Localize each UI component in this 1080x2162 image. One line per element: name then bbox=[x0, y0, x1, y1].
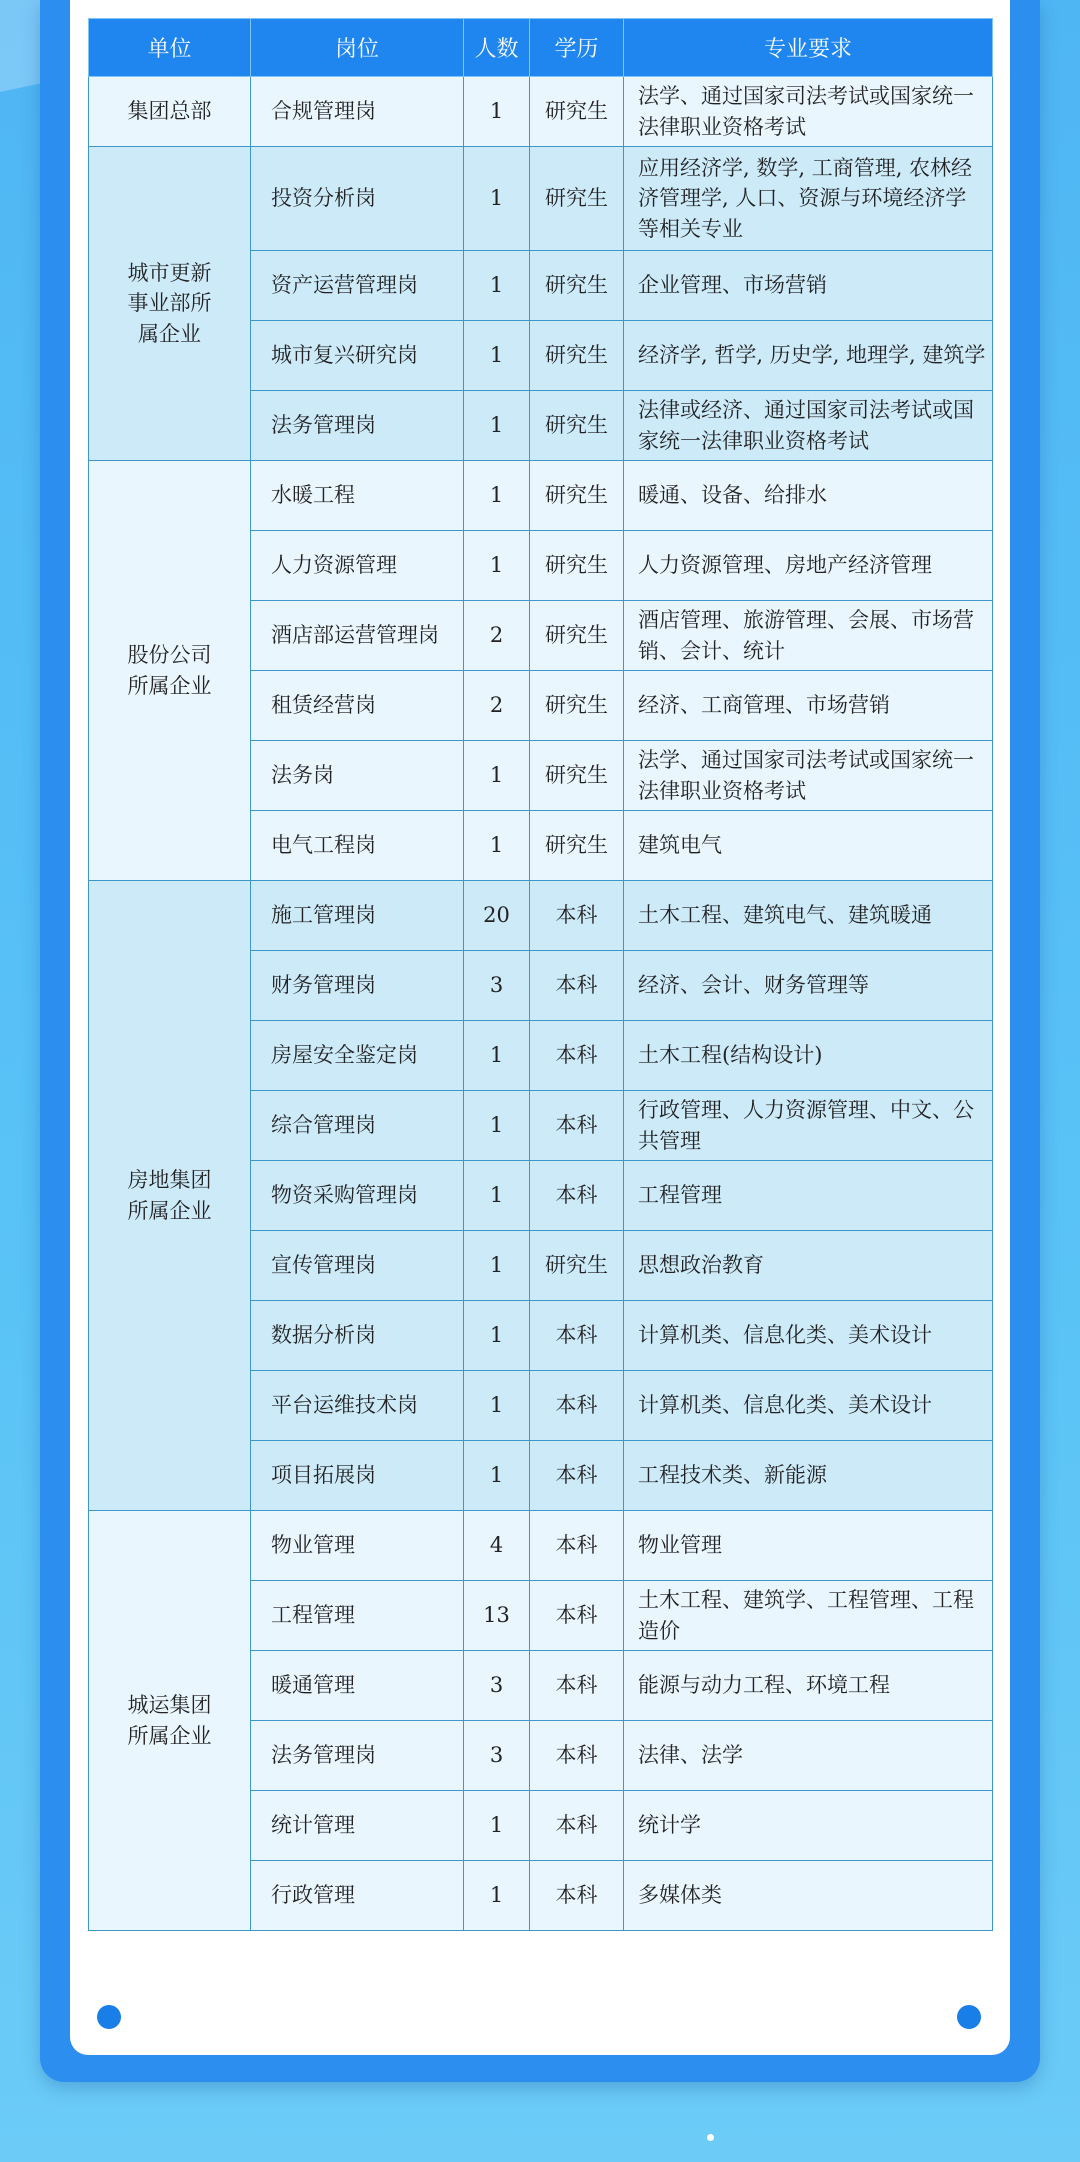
unit-cell: 集团总部 bbox=[89, 77, 251, 147]
count-cell: 1 bbox=[464, 1161, 530, 1231]
count-cell: 20 bbox=[464, 881, 530, 951]
position-cell: 综合管理岗 bbox=[251, 1091, 464, 1161]
requirements-cell: 法律或经济、通过国家司法考试或国家统一法律职业资格考试 bbox=[624, 391, 993, 461]
requirements-cell: 土木工程、建筑学、工程管理、工程造价 bbox=[624, 1581, 993, 1651]
position-cell: 电气工程岗 bbox=[251, 811, 464, 881]
count-cell: 1 bbox=[464, 1791, 530, 1861]
header-requirements: 专业要求 bbox=[624, 19, 993, 77]
requirements-cell: 建筑电气 bbox=[624, 811, 993, 881]
education-cell: 本科 bbox=[530, 1161, 624, 1231]
position-cell: 工程管理 bbox=[251, 1581, 464, 1651]
count-cell: 2 bbox=[464, 601, 530, 671]
position-cell: 投资分析岗 bbox=[251, 147, 464, 251]
position-cell: 财务管理岗 bbox=[251, 951, 464, 1021]
education-cell: 本科 bbox=[530, 951, 624, 1021]
education-cell: 本科 bbox=[530, 1441, 624, 1511]
requirements-cell: 多媒体类 bbox=[624, 1861, 993, 1931]
position-cell: 暖通管理 bbox=[251, 1651, 464, 1721]
requirements-cell: 暖通、设备、给排水 bbox=[624, 461, 993, 531]
requirements-cell: 企业管理、市场营销 bbox=[624, 251, 993, 321]
requirements-cell: 人力资源管理、房地产经济管理 bbox=[624, 531, 993, 601]
count-cell: 1 bbox=[464, 811, 530, 881]
requirements-cell: 工程管理 bbox=[624, 1161, 993, 1231]
education-cell: 本科 bbox=[530, 1581, 624, 1651]
header-count: 人数 bbox=[464, 19, 530, 77]
position-cell: 物业管理 bbox=[251, 1511, 464, 1581]
requirements-cell: 思想政治教育 bbox=[624, 1231, 993, 1301]
education-cell: 研究生 bbox=[530, 601, 624, 671]
count-cell: 1 bbox=[464, 461, 530, 531]
table-header-row bbox=[89, 19, 993, 77]
count-cell: 1 bbox=[464, 741, 530, 811]
position-cell: 数据分析岗 bbox=[251, 1301, 464, 1371]
requirements-cell: 物业管理 bbox=[624, 1511, 993, 1581]
requirements-cell: 酒店管理、旅游管理、会展、市场营销、会计、统计 bbox=[624, 601, 993, 671]
count-cell: 3 bbox=[464, 1721, 530, 1791]
position-cell: 合规管理岗 bbox=[251, 77, 464, 147]
table-row bbox=[89, 1511, 993, 1581]
education-cell: 本科 bbox=[530, 1021, 624, 1091]
requirements-cell: 计算机类、信息化类、美术设计 bbox=[624, 1371, 993, 1441]
position-cell: 法务管理岗 bbox=[251, 1721, 464, 1791]
education-cell: 研究生 bbox=[530, 321, 624, 391]
position-cell: 平台运维技术岗 bbox=[251, 1371, 464, 1441]
position-cell: 行政管理 bbox=[251, 1861, 464, 1931]
count-cell: 1 bbox=[464, 1021, 530, 1091]
education-cell: 本科 bbox=[530, 1721, 624, 1791]
position-cell: 项目拓展岗 bbox=[251, 1441, 464, 1511]
count-cell: 1 bbox=[464, 251, 530, 321]
unit-cell: 城运集团 所属企业 bbox=[89, 1511, 251, 1931]
decorative-dot-right bbox=[957, 2005, 981, 2029]
table-row bbox=[89, 77, 993, 147]
count-cell: 1 bbox=[464, 1301, 530, 1371]
education-cell: 研究生 bbox=[530, 671, 624, 741]
position-cell: 水暖工程 bbox=[251, 461, 464, 531]
position-cell: 城市复兴研究岗 bbox=[251, 321, 464, 391]
education-cell: 本科 bbox=[530, 1091, 624, 1161]
header-unit: 单位 bbox=[89, 19, 251, 77]
unit-cell: 城市更新 事业部所 属企业 bbox=[89, 147, 251, 461]
table-row bbox=[89, 147, 993, 251]
page-indicator-dot bbox=[707, 2134, 714, 2141]
requirements-cell: 计算机类、信息化类、美术设计 bbox=[624, 1301, 993, 1371]
count-cell: 1 bbox=[464, 1231, 530, 1301]
position-cell: 宣传管理岗 bbox=[251, 1231, 464, 1301]
header-education: 学历 bbox=[530, 19, 624, 77]
count-cell: 1 bbox=[464, 77, 530, 147]
education-cell: 本科 bbox=[530, 1791, 624, 1861]
position-cell: 法务管理岗 bbox=[251, 391, 464, 461]
count-cell: 2 bbox=[464, 671, 530, 741]
count-cell: 1 bbox=[464, 1371, 530, 1441]
education-cell: 本科 bbox=[530, 1371, 624, 1441]
education-cell: 研究生 bbox=[530, 461, 624, 531]
education-cell: 本科 bbox=[530, 881, 624, 951]
position-cell: 资产运营管理岗 bbox=[251, 251, 464, 321]
count-cell: 3 bbox=[464, 1651, 530, 1721]
position-cell: 法务岗 bbox=[251, 741, 464, 811]
education-cell: 研究生 bbox=[530, 391, 624, 461]
count-cell: 1 bbox=[464, 531, 530, 601]
count-cell: 1 bbox=[464, 391, 530, 461]
requirements-cell: 应用经济学, 数学, 工商管理, 农林经济管理学, 人口、资源与环境经济学等相关专业 bbox=[624, 147, 993, 251]
count-cell: 4 bbox=[464, 1511, 530, 1581]
table-row bbox=[89, 881, 993, 951]
table-row bbox=[89, 461, 993, 531]
count-cell: 1 bbox=[464, 147, 530, 251]
education-cell: 研究生 bbox=[530, 531, 624, 601]
education-cell: 研究生 bbox=[530, 147, 624, 251]
education-cell: 本科 bbox=[530, 1651, 624, 1721]
requirements-cell: 土木工程、建筑电气、建筑暖通 bbox=[624, 881, 993, 951]
position-cell: 施工管理岗 bbox=[251, 881, 464, 951]
count-cell: 13 bbox=[464, 1581, 530, 1651]
requirements-cell: 土木工程(结构设计) bbox=[624, 1021, 993, 1091]
requirements-cell: 行政管理、人力资源管理、中文、公共管理 bbox=[624, 1091, 993, 1161]
position-cell: 租赁经营岗 bbox=[251, 671, 464, 741]
education-cell: 研究生 bbox=[530, 77, 624, 147]
requirements-cell: 能源与动力工程、环境工程 bbox=[624, 1651, 993, 1721]
education-cell: 本科 bbox=[530, 1511, 624, 1581]
count-cell: 1 bbox=[464, 1091, 530, 1161]
unit-cell: 房地集团 所属企业 bbox=[89, 881, 251, 1511]
count-cell: 1 bbox=[464, 321, 530, 391]
education-cell: 研究生 bbox=[530, 251, 624, 321]
position-cell: 房屋安全鉴定岗 bbox=[251, 1021, 464, 1091]
header-position: 岗位 bbox=[251, 19, 464, 77]
education-cell: 本科 bbox=[530, 1861, 624, 1931]
position-cell: 统计管理 bbox=[251, 1791, 464, 1861]
requirements-cell: 经济、会计、财务管理等 bbox=[624, 951, 993, 1021]
unit-cell: 股份公司 所属企业 bbox=[89, 461, 251, 881]
requirements-cell: 经济学, 哲学, 历史学, 地理学, 建筑学 bbox=[624, 321, 993, 391]
decorative-dot-left bbox=[97, 2005, 121, 2029]
requirements-cell: 统计学 bbox=[624, 1791, 993, 1861]
requirements-cell: 工程技术类、新能源 bbox=[624, 1441, 993, 1511]
education-cell: 研究生 bbox=[530, 811, 624, 881]
count-cell: 1 bbox=[464, 1861, 530, 1931]
count-cell: 1 bbox=[464, 1441, 530, 1511]
position-cell: 物资采购管理岗 bbox=[251, 1161, 464, 1231]
education-cell: 研究生 bbox=[530, 741, 624, 811]
education-cell: 本科 bbox=[530, 1301, 624, 1371]
requirements-cell: 法学、通过国家司法考试或国家统一法律职业资格考试 bbox=[624, 77, 993, 147]
position-cell: 酒店部运营管理岗 bbox=[251, 601, 464, 671]
requirements-cell: 法学、通过国家司法考试或国家统一法律职业资格考试 bbox=[624, 741, 993, 811]
position-cell: 人力资源管理 bbox=[251, 531, 464, 601]
requirements-cell: 法律、法学 bbox=[624, 1721, 993, 1791]
recruitment-table bbox=[88, 18, 993, 1931]
education-cell: 研究生 bbox=[530, 1231, 624, 1301]
count-cell: 3 bbox=[464, 951, 530, 1021]
requirements-cell: 经济、工商管理、市场营销 bbox=[624, 671, 993, 741]
